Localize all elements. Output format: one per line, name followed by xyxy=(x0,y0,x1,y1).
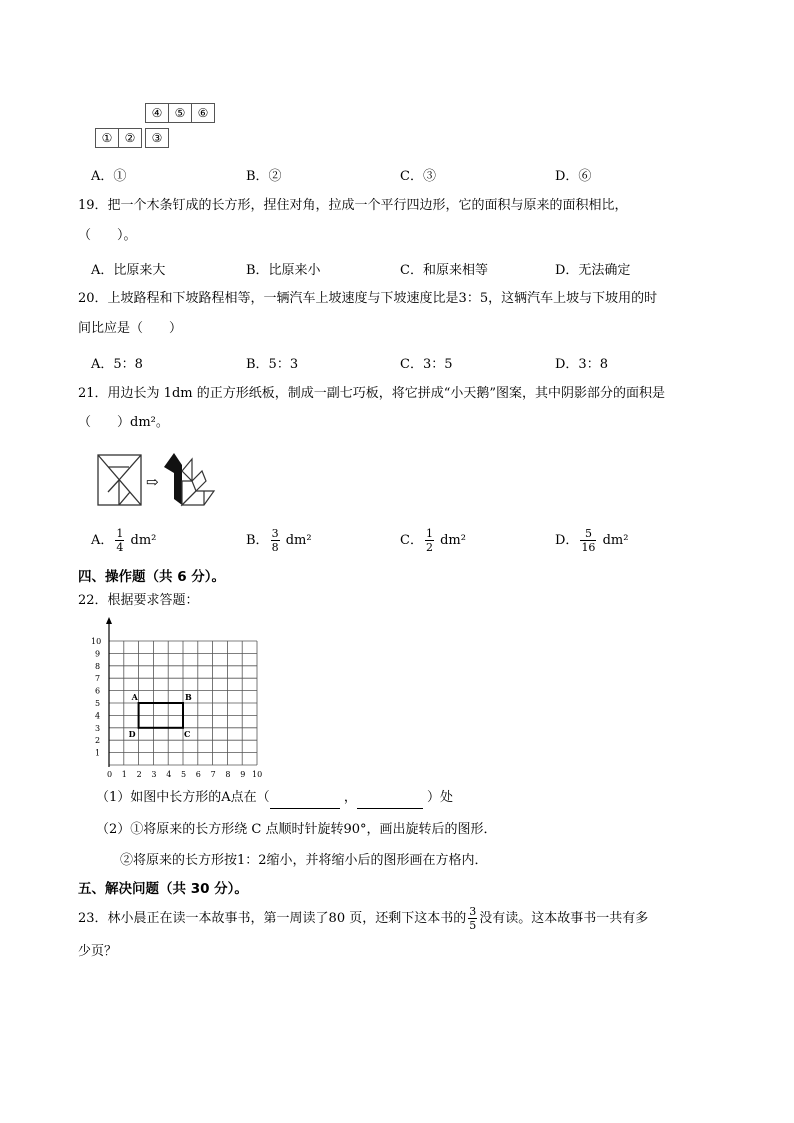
tangram-figure xyxy=(96,451,231,509)
net-cell-1: ① xyxy=(95,128,119,148)
point-a-label: A xyxy=(131,692,138,702)
y-tick-label: 4 xyxy=(95,711,101,721)
q23-stem-cont: 少页？ xyxy=(78,944,118,959)
y-tick-label: 10 xyxy=(91,637,102,646)
y-tick-label: 3 xyxy=(95,723,101,733)
q19-option-c[interactable]: C．和原来相等 xyxy=(400,263,488,278)
section-4-heading: 四、操作题（共 6 分）。 xyxy=(78,569,226,585)
section-5-heading: 五、解决问题（共 30 分）。 xyxy=(78,881,248,897)
answer-blank-y[interactable] xyxy=(357,788,423,809)
net-cell-4: ④ xyxy=(145,103,169,123)
q22-part1: （1）如图中长方形的A点在（ ， ）处 xyxy=(96,788,453,809)
q20-stem: 20．上坡路程和下坡路程相等，一辆汽车上坡速度与下坡速度比是3：5，这辆汽车上坡与下坡用的时 xyxy=(78,291,658,306)
q21-option-b[interactable]: B． $\frac{3}{8}$ dm² xyxy=(246,527,312,554)
q19-stem-cont: （ ）。 xyxy=(78,228,137,243)
y-tick-label: 6 xyxy=(95,686,101,696)
point-d-label: D xyxy=(128,728,136,739)
q23-stem: 23．林小晨正在读一本故事书，第一周读了80 页，还剩下这本书的 $\frac{3}{5}$ 没有读。这本故事书一共有多 xyxy=(78,905,649,932)
y-tick-label: 5 xyxy=(95,699,101,708)
q18-option-a[interactable]: A．① xyxy=(91,169,127,184)
q19-stem: 19．把一个木条钉成的长方形，捏住对角，拉成一个平行四边形，它的面积与原来的面积相比， xyxy=(78,198,628,213)
coordinate-grid xyxy=(85,617,270,785)
q22-part2-2: ②将原来的长方形按1：2缩小，并将缩小后的图形画在方格内． xyxy=(120,853,488,868)
q19-option-d[interactable]: D．无法确定 xyxy=(555,263,631,278)
q20-option-a[interactable]: A．5：8 xyxy=(91,357,143,372)
q19-option-a[interactable]: A．比原来大 xyxy=(91,263,166,278)
x-tick-label: 7 xyxy=(210,770,216,779)
x-tick-label: 8 xyxy=(225,770,231,779)
q22-stem: 22．根据要求答题： xyxy=(78,593,199,608)
point-b-label: B xyxy=(185,692,192,702)
x-tick-labels xyxy=(107,770,262,779)
q21-option-a[interactable]: A． $\frac{1}{4}$ dm² xyxy=(91,527,157,554)
q20-option-c[interactable]: C．3：5 xyxy=(400,357,453,372)
point-c-label: C xyxy=(184,728,191,739)
x-tick-label: 10 xyxy=(252,770,263,779)
y-tick-label: 9 xyxy=(95,649,101,659)
net-cell-5: ⑤ xyxy=(168,103,192,123)
axes xyxy=(106,617,112,767)
x-tick-label: 9 xyxy=(240,770,246,779)
x-tick-label: 6 xyxy=(195,770,201,779)
y-tick-label: 2 xyxy=(95,736,101,746)
q21-stem: 21．用边长为 1dm 的正方形纸板，制成一副七巧板，将它拼成“小天鹅”图案，其中阴影部分的面积是 xyxy=(78,386,666,401)
y-tick-label: 7 xyxy=(95,674,101,684)
x-tick-label: 3 xyxy=(151,770,157,779)
x-tick-label: 0 xyxy=(107,770,113,779)
q20-option-d[interactable]: D．3：8 xyxy=(555,357,608,372)
q18-option-b[interactable]: B．② xyxy=(246,169,282,184)
x-tick-label: 1 xyxy=(121,770,127,779)
y-tick-labels xyxy=(91,637,101,758)
x-tick-label: 5 xyxy=(181,770,187,779)
q21-option-d[interactable]: D． $\frac{5}{16}$ dm² xyxy=(555,527,629,554)
y-axis-arrow xyxy=(106,617,112,624)
q18-option-d[interactable]: D．⑥ xyxy=(555,169,592,184)
q19-option-b[interactable]: B．比原来小 xyxy=(246,263,321,278)
x-tick-label: 2 xyxy=(136,770,142,779)
y-tick-label: 8 xyxy=(95,661,101,671)
q22-part2-1: （2）①将原来的长方形绕 C 点顺时针旋转90°，画出旋转后的图形． xyxy=(96,822,497,837)
q21-option-c[interactable]: C． $\frac{1}{2}$ dm² xyxy=(400,527,466,554)
y-tick-label: 1 xyxy=(95,748,101,758)
net-cell-3: ③ xyxy=(145,128,169,148)
x-tick-label: 4 xyxy=(166,770,172,779)
tangram-square xyxy=(98,455,141,505)
answer-blank-x[interactable] xyxy=(270,788,340,809)
arrow-icon: ⇨ xyxy=(146,473,159,491)
q20-stem-cont: 间比应是（ ） xyxy=(78,321,183,336)
q18-option-c[interactable]: C．③ xyxy=(400,169,436,184)
q21-stem-cont: （ ）dm²。 xyxy=(78,415,169,430)
net-cell-2: ② xyxy=(118,128,142,148)
net-cell-6: ⑥ xyxy=(191,103,215,123)
q20-option-b[interactable]: B．5：3 xyxy=(246,357,299,372)
swan-shape xyxy=(164,453,214,505)
